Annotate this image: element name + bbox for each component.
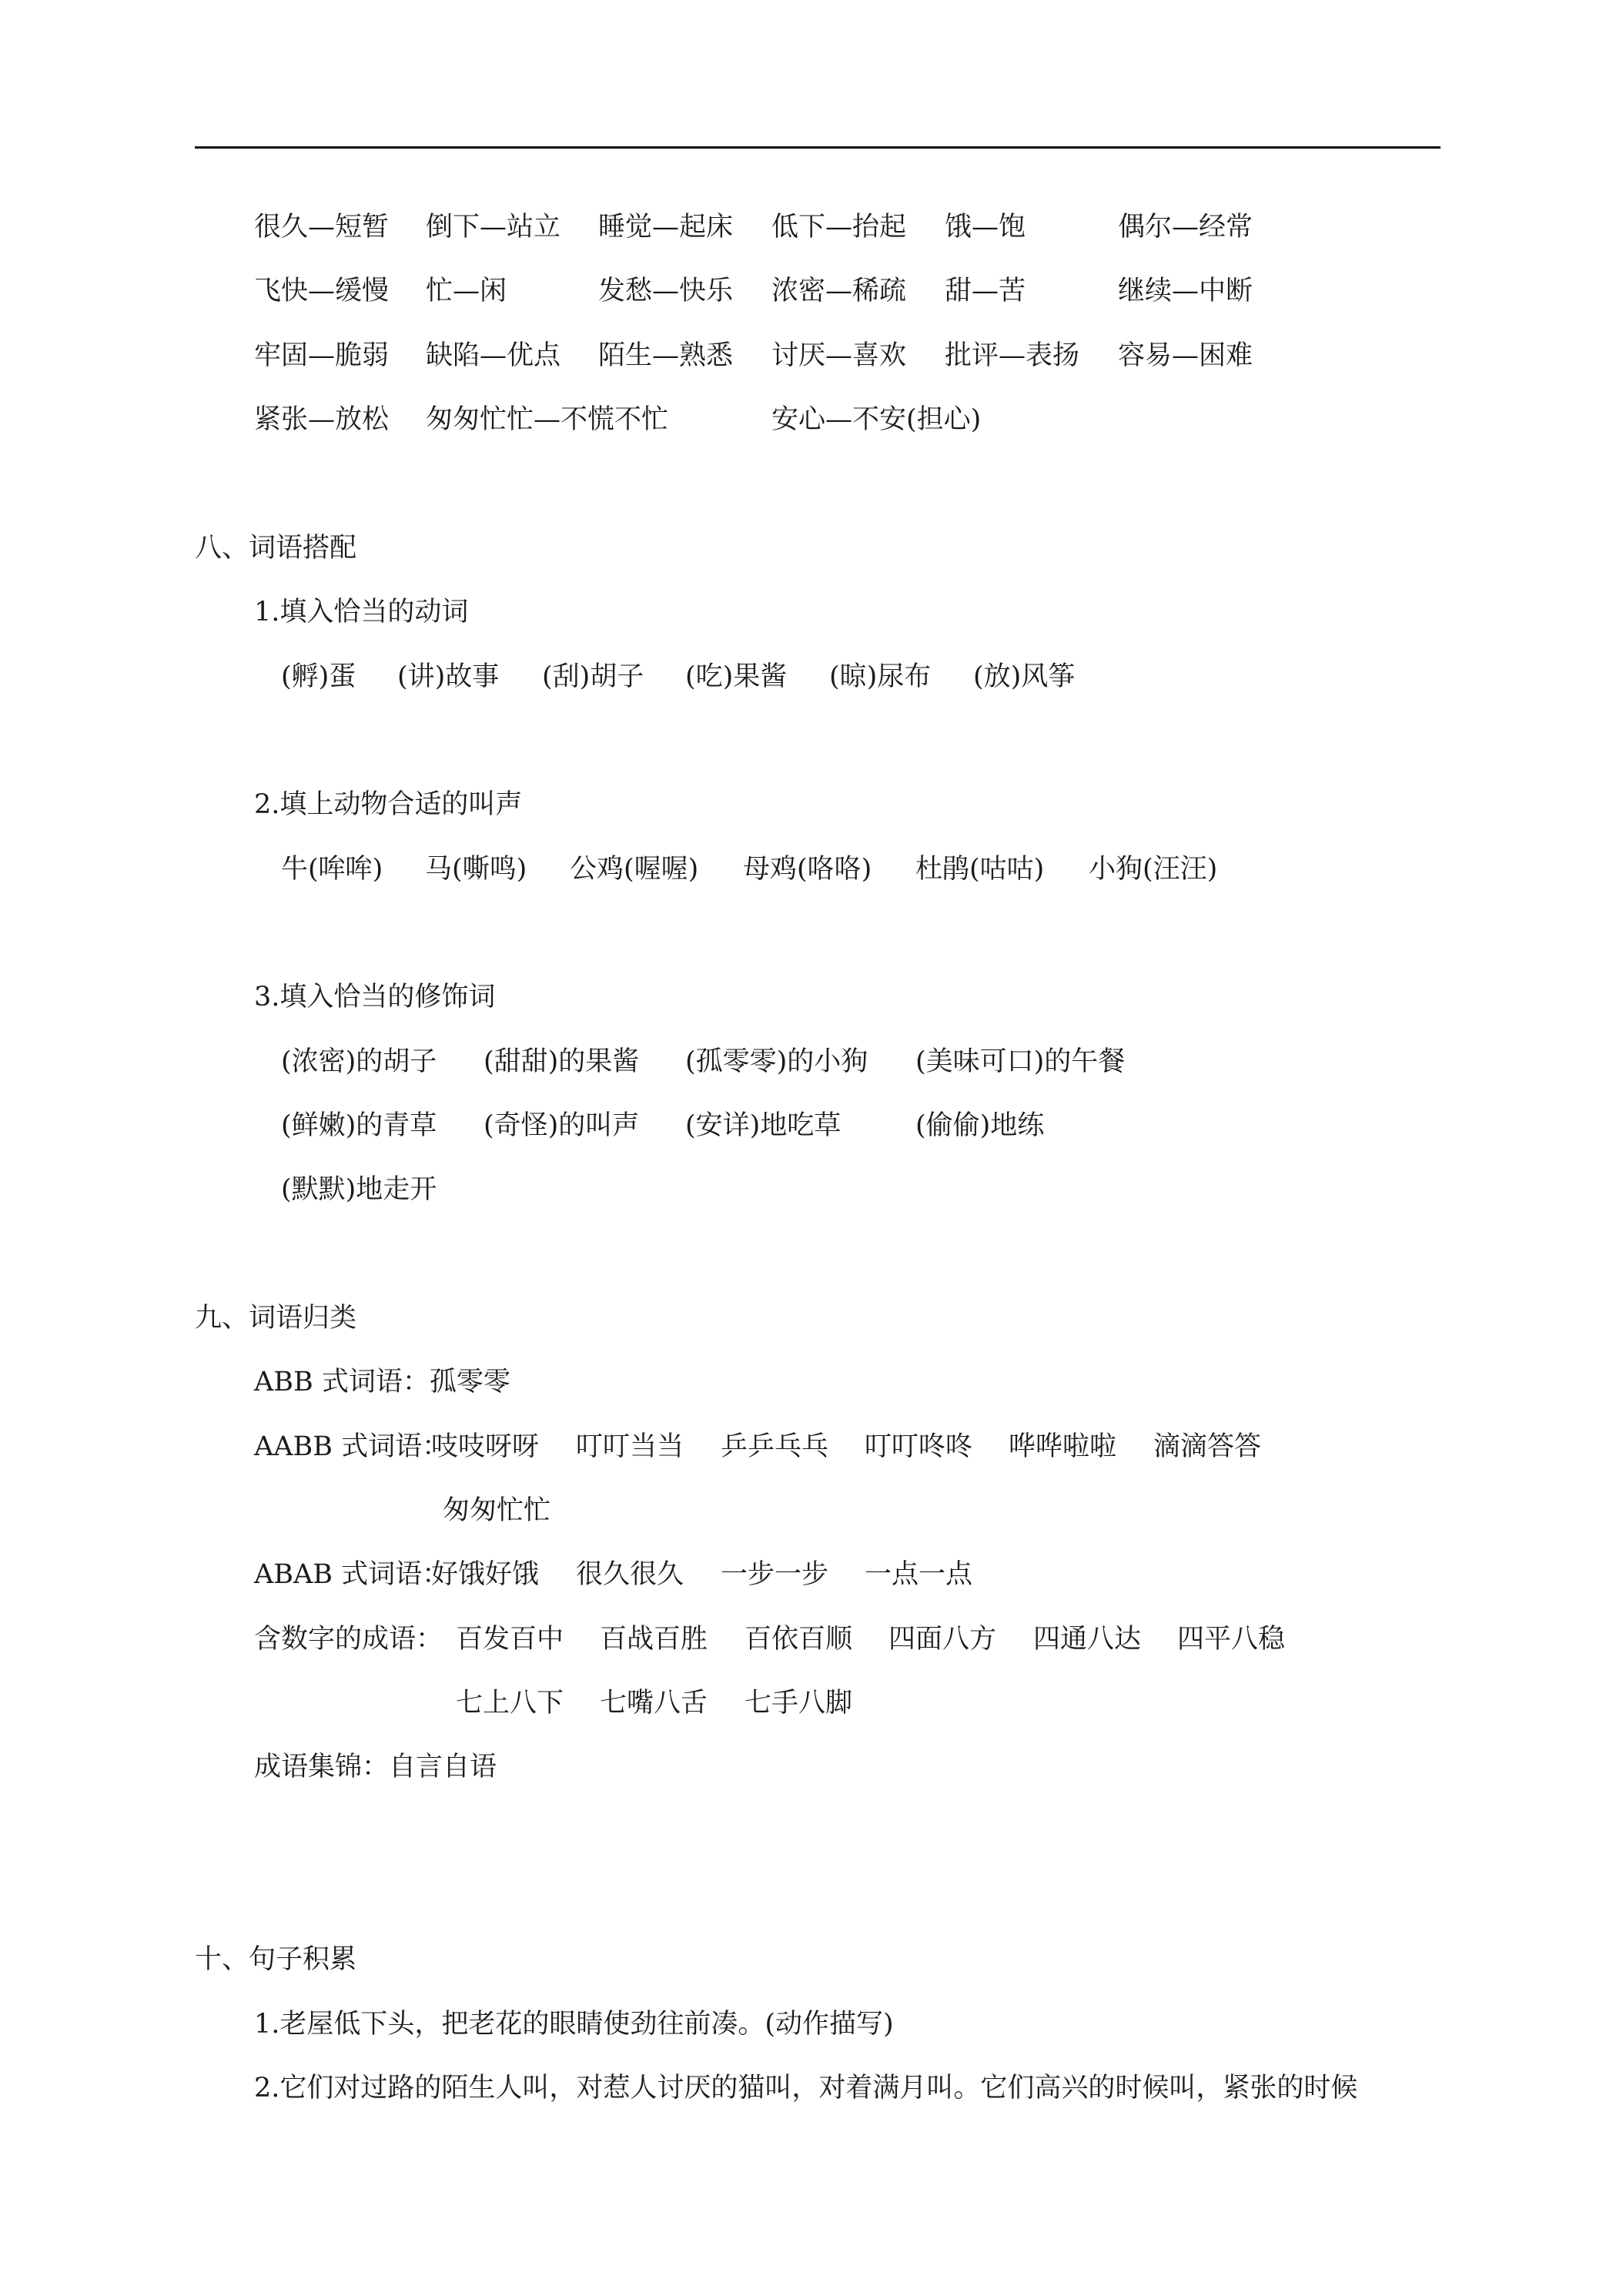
fill-item: (甜甜)的果酱 — [484, 1046, 640, 1077]
word-item: 一点一点 — [865, 1559, 973, 1590]
word-item: 百依百顺 — [745, 1624, 853, 1655]
antonym-pair: 继续—中断 — [1118, 276, 1253, 306]
fill-item: (鲜嫩)的青草 — [281, 1110, 437, 1141]
fill-item: (安详)地吃草 — [685, 1110, 842, 1141]
antonym-pair: 浓密—稀疏 — [771, 276, 907, 306]
antonym-pair: 甜—苦 — [945, 276, 1026, 306]
word-item: 百发百中 — [456, 1624, 564, 1655]
fill-item: 杜鹃(咕咕) — [915, 854, 1045, 885]
word-item: 很久很久 — [576, 1559, 684, 1590]
antonym-pair: 缺陷—优点 — [426, 340, 561, 371]
antonym-pair: 很久—短暂 — [254, 212, 390, 243]
antonym-pair: 睡觉—起床 — [598, 212, 734, 243]
fill-item: (晾)尿布 — [829, 661, 932, 692]
antonym-pair: 倒下—站立 — [426, 212, 561, 243]
fill-item: (美味可口)的午餐 — [915, 1046, 1126, 1077]
sentence: 2.它们对过路的陌生人叫，对惹人讨厌的猫叫，对着满月叫。它们高兴的时候叫，紧张的时候 — [254, 2073, 1358, 2104]
fill-item: 牛(哞哞) — [281, 854, 383, 885]
fill-item: (默默)地走开 — [281, 1174, 437, 1205]
fill-item: (浓密)的胡子 — [281, 1046, 437, 1077]
fill-item: (刮)胡子 — [542, 661, 644, 692]
fill-item: (讲)故事 — [397, 661, 500, 692]
antonym-pair: 紧张—放松 — [254, 404, 390, 435]
word-item: 乒乒乓乓 — [721, 1431, 829, 1462]
word-item: 七手八脚 — [745, 1688, 853, 1719]
antonym-pair: 发愁—快乐 — [598, 276, 734, 306]
word-item: 叮叮咚咚 — [865, 1431, 973, 1462]
antonym-pair: 讨厌—喜欢 — [771, 340, 907, 371]
word-item: 四面八方 — [888, 1624, 997, 1655]
word-item: 吱吱呀呀 — [431, 1431, 540, 1462]
section-heading: 九、词语归类 — [195, 1303, 357, 1334]
fill-item: 小狗(汪汪) — [1089, 854, 1218, 885]
word-item: 哗哗啦啦 — [1009, 1431, 1117, 1462]
section-heading: 八、词语搭配 — [195, 533, 357, 564]
word-item: 一步一步 — [721, 1559, 829, 1590]
abb-words: ABB 式词语：孤零零 — [254, 1367, 510, 1397]
word-item: 百战百胜 — [600, 1624, 708, 1655]
word-item: 好饿好饿 — [431, 1559, 540, 1590]
word-item: 四通八达 — [1033, 1624, 1142, 1655]
word-item: 四平八稳 — [1177, 1624, 1286, 1655]
fill-item: 母鸡(咯咯) — [743, 854, 872, 885]
antonym-pair: 牢固—脆弱 — [254, 340, 390, 371]
number-idiom-label: 含数字的成语： — [254, 1624, 443, 1655]
fill-item: (吃)果酱 — [685, 661, 788, 692]
header-rule — [195, 146, 1441, 149]
section-heading: 十、句子积累 — [195, 1944, 357, 1975]
fill-item: 公鸡(喔喔) — [570, 854, 699, 885]
antonym-pair: 批评—表扬 — [945, 340, 1080, 371]
antonym-pair: 飞快—缓慢 — [254, 276, 390, 306]
antonym-pair: 偶尔—经常 — [1118, 212, 1253, 243]
antonym-pair: 安心—不安(担心) — [771, 404, 982, 435]
abab-label: ABAB 式词语： — [254, 1559, 450, 1590]
fill-item: 马(嘶鸣) — [425, 854, 527, 885]
fill-item: (偷偷)地练 — [915, 1110, 1045, 1141]
antonym-pair: 陌生—熟悉 — [598, 340, 734, 371]
aabb-label: AABB 式词语： — [254, 1431, 450, 1462]
word-item: 七上八下 — [456, 1688, 564, 1719]
antonym-pair: 容易—困难 — [1118, 340, 1253, 371]
antonym-pair: 饿—饱 — [945, 212, 1026, 243]
fill-item: (放)风筝 — [973, 661, 1076, 692]
idiom-collection: 成语集锦：自言自语 — [254, 1752, 497, 1782]
antonym-pair: 忙—闲 — [426, 276, 507, 306]
sentence: 1.老屋低下头，把老花的眼睛使劲往前凑。(动作描写) — [254, 2009, 894, 2040]
word-item: 叮叮当当 — [576, 1431, 684, 1462]
subsection-title: 2.填上动物合适的叫声 — [254, 789, 523, 820]
subsection-title: 1.填入恰当的动词 — [254, 597, 469, 628]
fill-item: (孵)蛋 — [281, 661, 356, 692]
word-item: 七嘴八舌 — [600, 1688, 708, 1719]
fill-item: (孤零零)的小狗 — [685, 1046, 868, 1077]
subsection-title: 3.填入恰当的修饰词 — [254, 982, 496, 1012]
fill-item: (奇怪)的叫声 — [484, 1110, 640, 1141]
antonym-pair: 低下—抬起 — [771, 212, 907, 243]
antonym-pair: 匆匆忙忙—不慌不忙 — [426, 404, 669, 435]
word-item: 匆匆忙忙 — [443, 1495, 551, 1526]
word-item: 滴滴答答 — [1153, 1431, 1262, 1462]
